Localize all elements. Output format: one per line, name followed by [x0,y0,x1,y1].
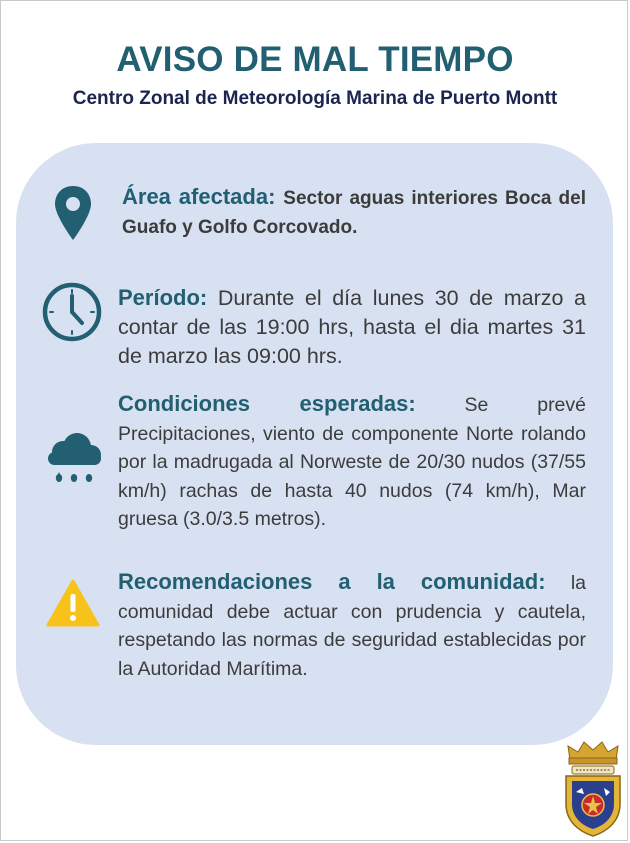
periodo-text: Durante el día lunes 30 de marzo a contar de las 19:00 hrs, hasta el dia martes 31 de marzo las 09:00 hrs. [118,286,586,368]
condiciones-label: Condiciones esperadas: [118,391,416,416]
periodo-section [118,283,586,371]
condiciones-text: Se prevé Precipitaciones, viento de componente Norte rolando por la madrugada al Norweste de 20/30 nudos (37/55 km/h) rachas de hasta 40 nudos (74 km/h), Mar gruesa (3.0/3.5 metros). [118,394,586,530]
area-text: Sector aguas interiores Boca del Guafo y Golfo Corcovado. [122,188,586,238]
rain-cloud-icon [44,430,104,488]
recomendaciones-label: Recomendaciones a la comunidad: [118,569,546,594]
periodo-label: Período: [118,285,208,310]
clock-icon [42,282,102,342]
page-subtitle: Centro Zonal de Meteorología Marina de Puerto Montt [72,88,558,109]
page-title: AVISO DE MAL TIEMPO [116,40,514,79]
area-label: Área afectada: [122,184,284,209]
location-pin-icon [54,185,92,241]
condiciones-section [118,390,586,534]
area-section [122,182,586,242]
navy-emblem [560,738,626,838]
recomendaciones-text: la comunidad debe actuar con prudencia y cautela, respetando las normas de seguridad establecidas por la Autoridad Marítima. [118,572,586,680]
warning-icon [46,578,100,628]
recomendaciones-section [118,568,586,683]
